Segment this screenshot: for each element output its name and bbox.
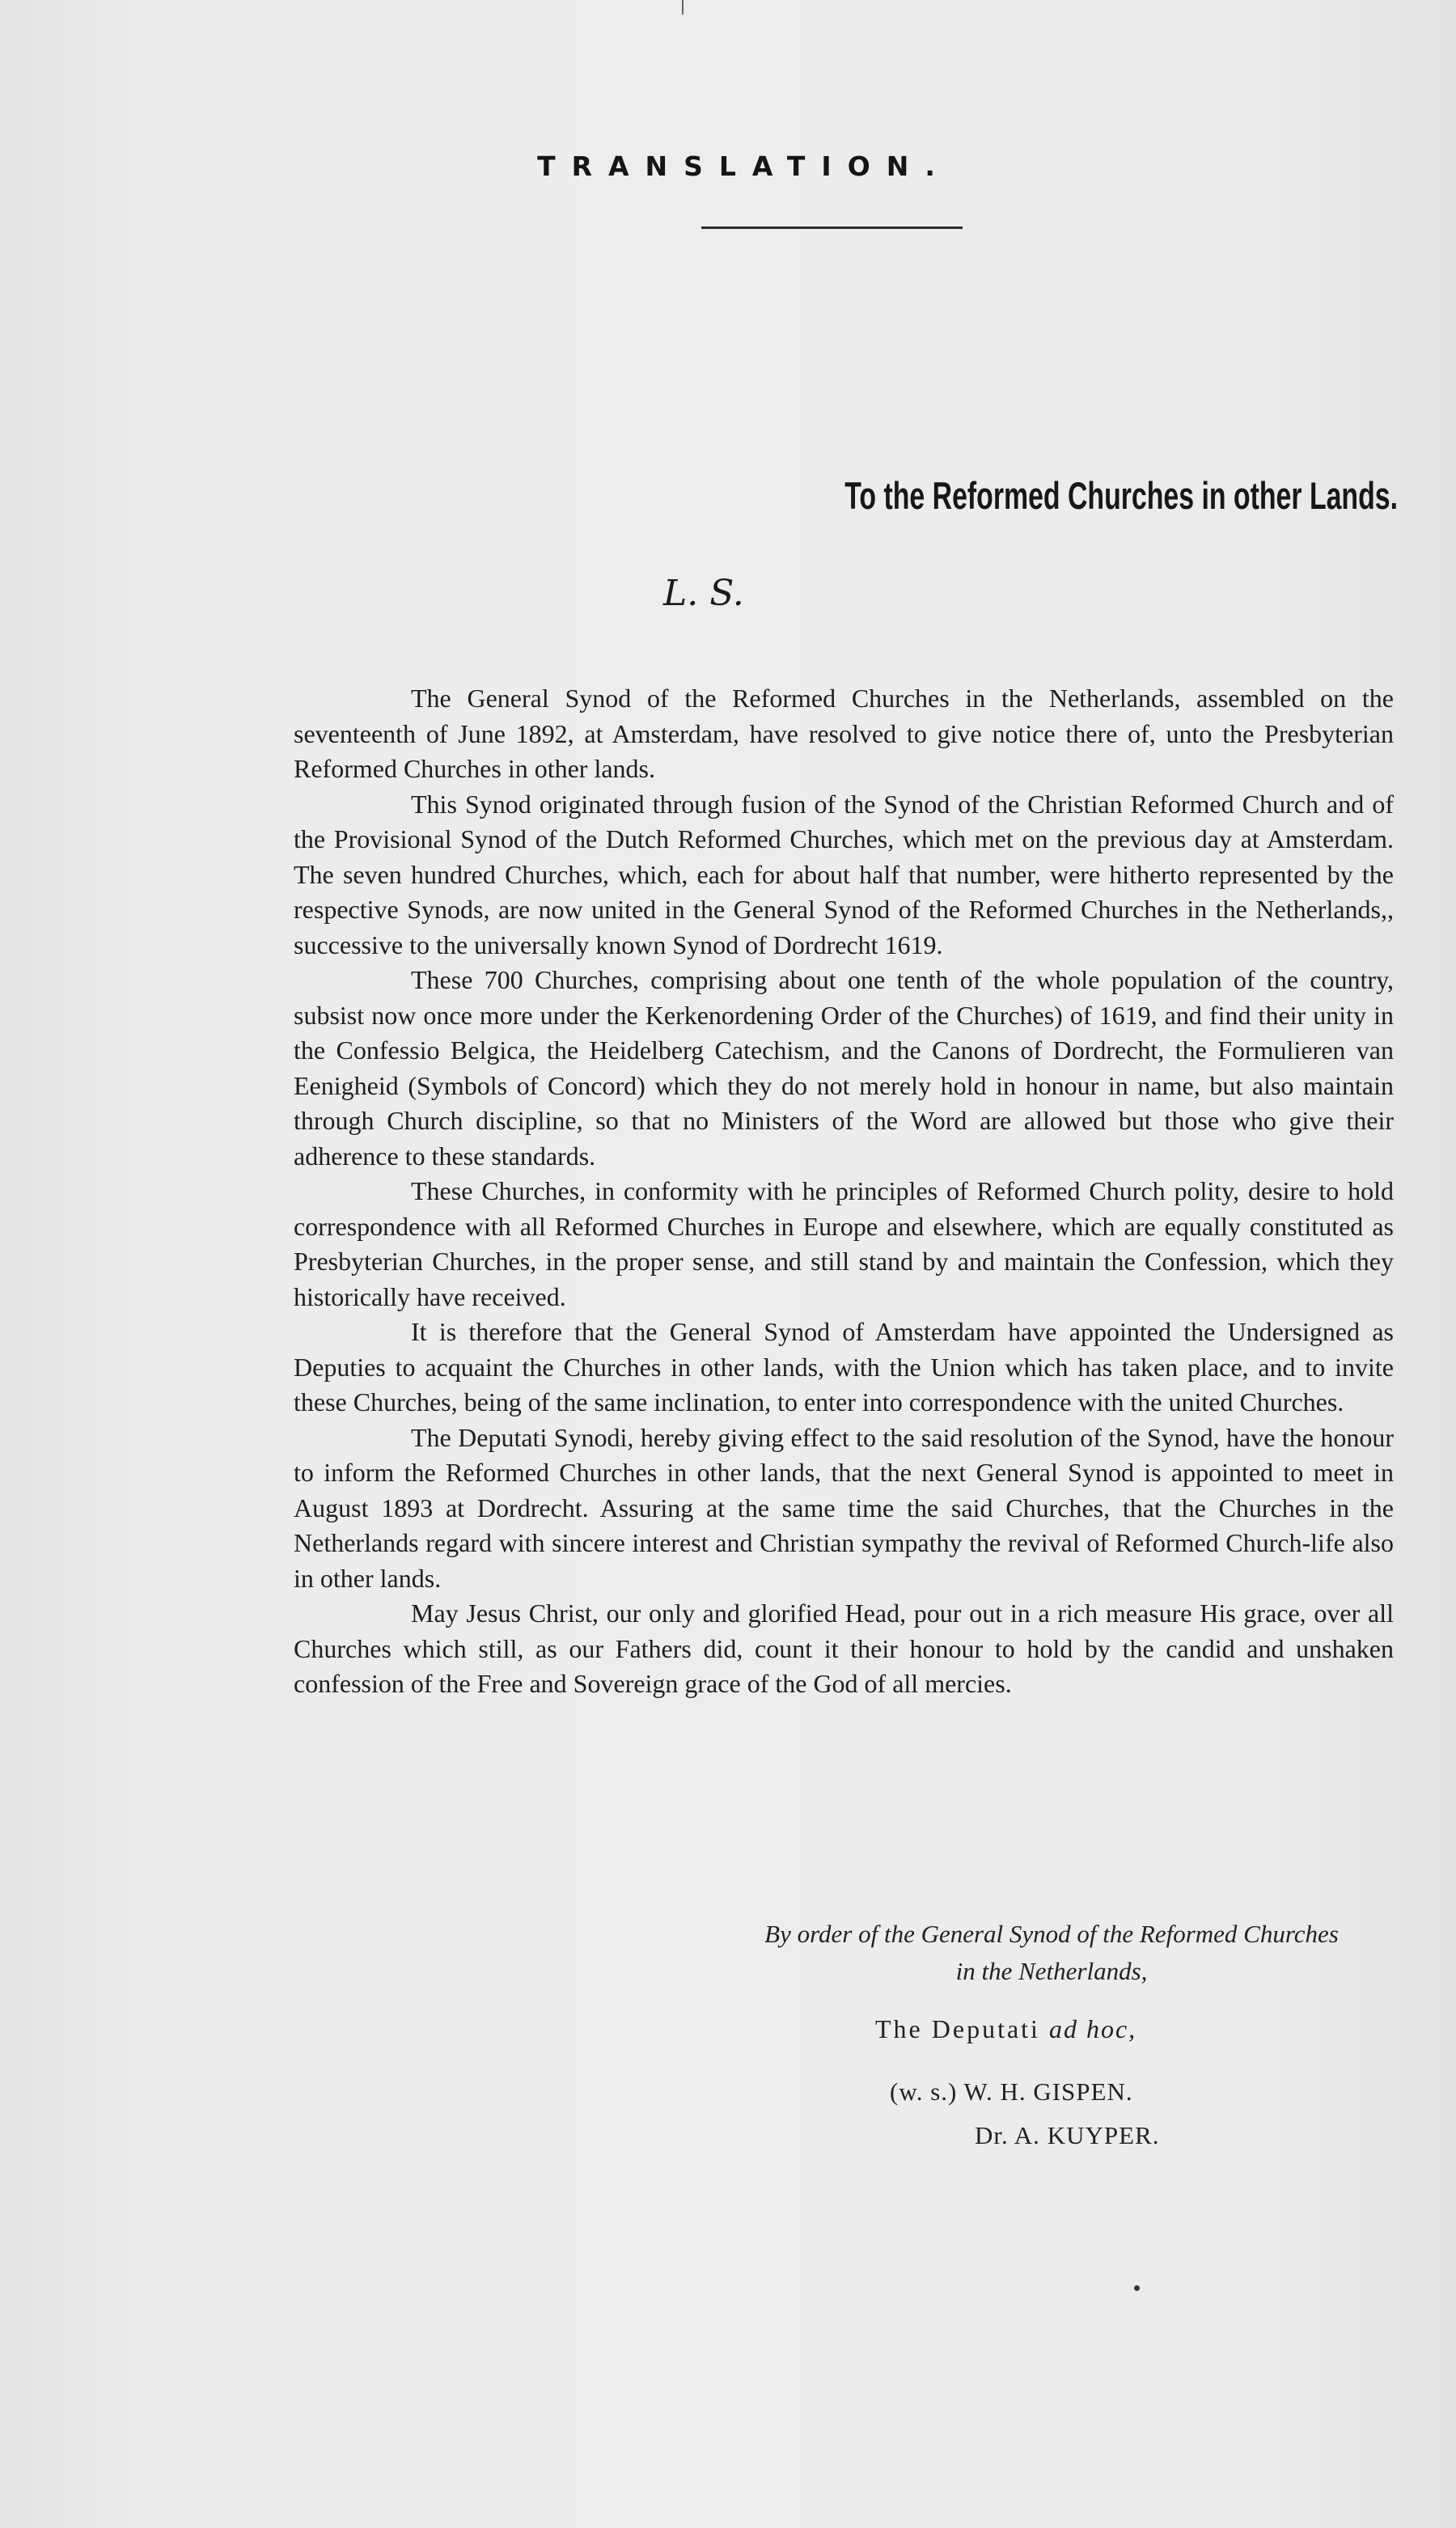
deputati-prefix: The Deputati [875, 2014, 1040, 2043]
paragraph-3: These 700 Churches, comprising about one tenth of the whole population of the country, subsist now once more under the Kerkenordening Order of the Churches) of 1619, and find their unity in the Confessio Belgica, the Heidelberg Catechism, and the Canons of Dordrecht, the Formulieren van Eenigheid (Symbols of Concord) which they do not merely hold in honour in name, but also maintain through Church discipline, so that no Ministers of the Word are allowed but those who give their adherence to these standards. [294, 965, 1394, 1171]
document-heading: TRANSLATION. [537, 150, 951, 182]
signoff-block [712, 1916, 1391, 1990]
paragraph-2: This Synod originated through fusion of the Synod of the Christian Reformed Church and of the Provisional Synod of the Dutch Reformed Churches, which met on the previous day at Amsterdam. The seven hundred Churches, which, each for about half that number, were hitherto represented by the respective Synods, are now united in the General Synod of the Reformed Churches in the Netherlands,, successive to the universally known Synod of Dordrecht 1619. [294, 789, 1394, 959]
heading-underline [701, 227, 963, 229]
paragraph-7: May Jesus Christ, our only and glorified Head, pour out in a rich measure His grace, over all Churches which still, as our Fathers did, count it their honour to hold by the candid and unshaken confession of the Free and Sovereign grace of the God of all mercies. [294, 1599, 1394, 1698]
deputati-suffix: ad hoc, [1048, 2014, 1137, 2043]
letter-body [294, 681, 1394, 1702]
deputati-line [875, 2014, 1136, 2044]
signature-kuyper: Dr. A. KUYPER. [975, 2121, 1160, 2149]
fold-mark [682, 0, 684, 15]
salutation: L. S. [663, 573, 744, 614]
paragraph-6: The Deputati Synodi, hereby giving effect to the said resolution of the Synod, have the honour to inform the Reformed Churches in other lands, that the next General Synod is appointed to meet in August 1893 at Dordrecht. Assuring at the same time the said Churches, that the Churches in the Netherlands regard with sincere interest and Christian sympathy the revival of Reformed Church-life also in other lands. [294, 1422, 1394, 1593]
letter-address: To the Reformed Churches in other Lands. [844, 474, 1398, 517]
signature-gispen: (w. s.) W. H. GISPEN. [890, 2077, 1133, 2106]
ink-dot [1134, 2285, 1140, 2291]
paragraph-4: These Churches, in conformity with he principles of Reformed Church polity, desire to hold correspondence with all Reformed Churches in Europe and elsewhere, which are equally constituted as Presbyterian Churches, in the proper sense, and still stand by and maintain the Confession, which they historically have received. [294, 1176, 1394, 1311]
signoff-line-2: in the Netherlands, [955, 1957, 1148, 1985]
paragraph-5: It is therefore that the General Synod of Amsterdam have appointed the Undersigned as Deputies to acquaint the Churches in other lands, with the Union which has taken place, and to invite these Churches, being of the same inclination, to enter into correspondence with the united Churches. [294, 1317, 1394, 1416]
paragraph-1: The General Synod of the Reformed Churches in the Netherlands, assembled on the seventeenth of June 1892, at Amsterdam, have resolved to give notice there of, unto the Presbyterian Reformed Churches in other lands. [294, 684, 1394, 783]
signoff-line-1: By order of the General Synod of the Reformed Churches [764, 1920, 1339, 1948]
